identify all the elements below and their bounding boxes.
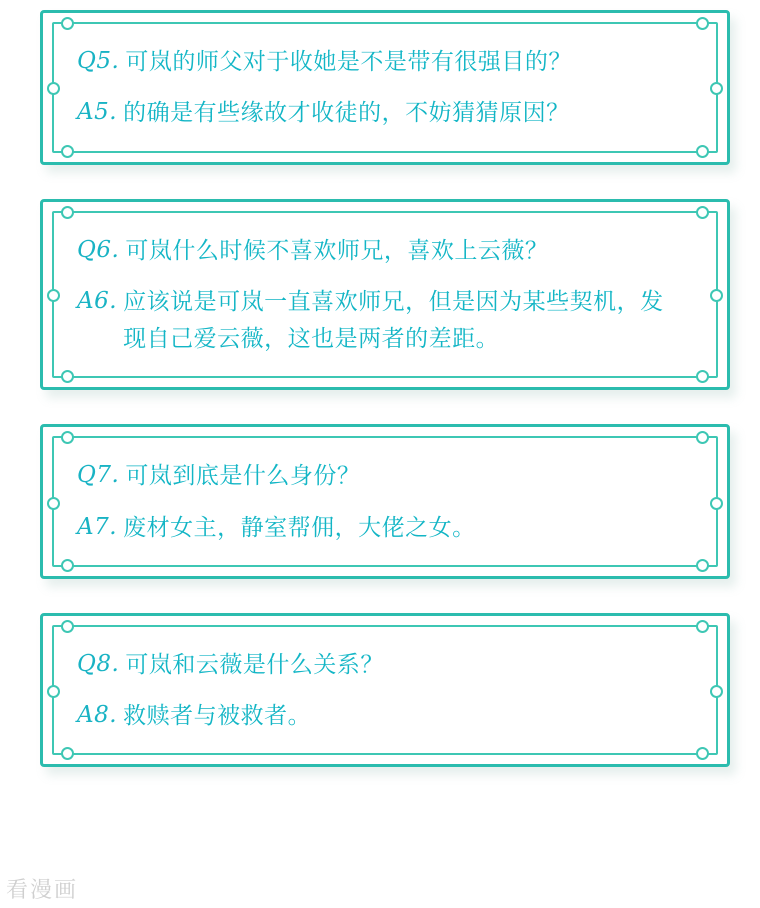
qa-card [40,424,730,579]
question-text: 可岚什么时候不喜欢师兄，喜欢上云薇？ [125,236,549,263]
qa-card-body [43,427,727,576]
answer-label: A8. [77,702,118,728]
question-line [77,457,687,494]
question-line [77,646,687,683]
answer-label: A7. [77,513,118,540]
answer-line [77,509,687,546]
qa-card [40,199,730,391]
question-line [77,232,687,269]
answer-line [77,94,687,131]
answer-text: 废材女主，静室帮佣，大佬之女。 [123,513,476,540]
answer-line [77,283,687,358]
question-label: Q6. [77,236,120,263]
question-label: Q5. [77,48,120,74]
answer-label: A5. [77,99,118,126]
qa-card [40,613,730,768]
question-label: Q8. [77,650,120,677]
qa-card [40,10,730,165]
question-line [77,43,687,80]
answer-text: 应该说是可岚一直喜欢师兄，但是因为某些契机，发现自己爱云薇，这也是两者的差距。 [123,287,664,351]
question-text: 可岚的师父对于收她是不是带有很强目的？ [125,48,572,74]
question-text: 可岚和云薇是什么关系？ [125,650,384,677]
qa-card-body [43,616,727,765]
qa-card-body [43,13,727,162]
question-text: 可岚到底是什么身份？ [125,462,361,489]
qa-card-body [43,202,727,388]
answer-text: 的确是有些缘故才收徒的，不妨猜猜原因？ [123,99,570,126]
answer-label: A6. [77,287,118,314]
answer-text: 救赎者与被救者。 [123,702,312,728]
question-label: Q7. [77,462,120,489]
answer-line [77,697,687,734]
watermark: 看漫画 [6,878,79,903]
